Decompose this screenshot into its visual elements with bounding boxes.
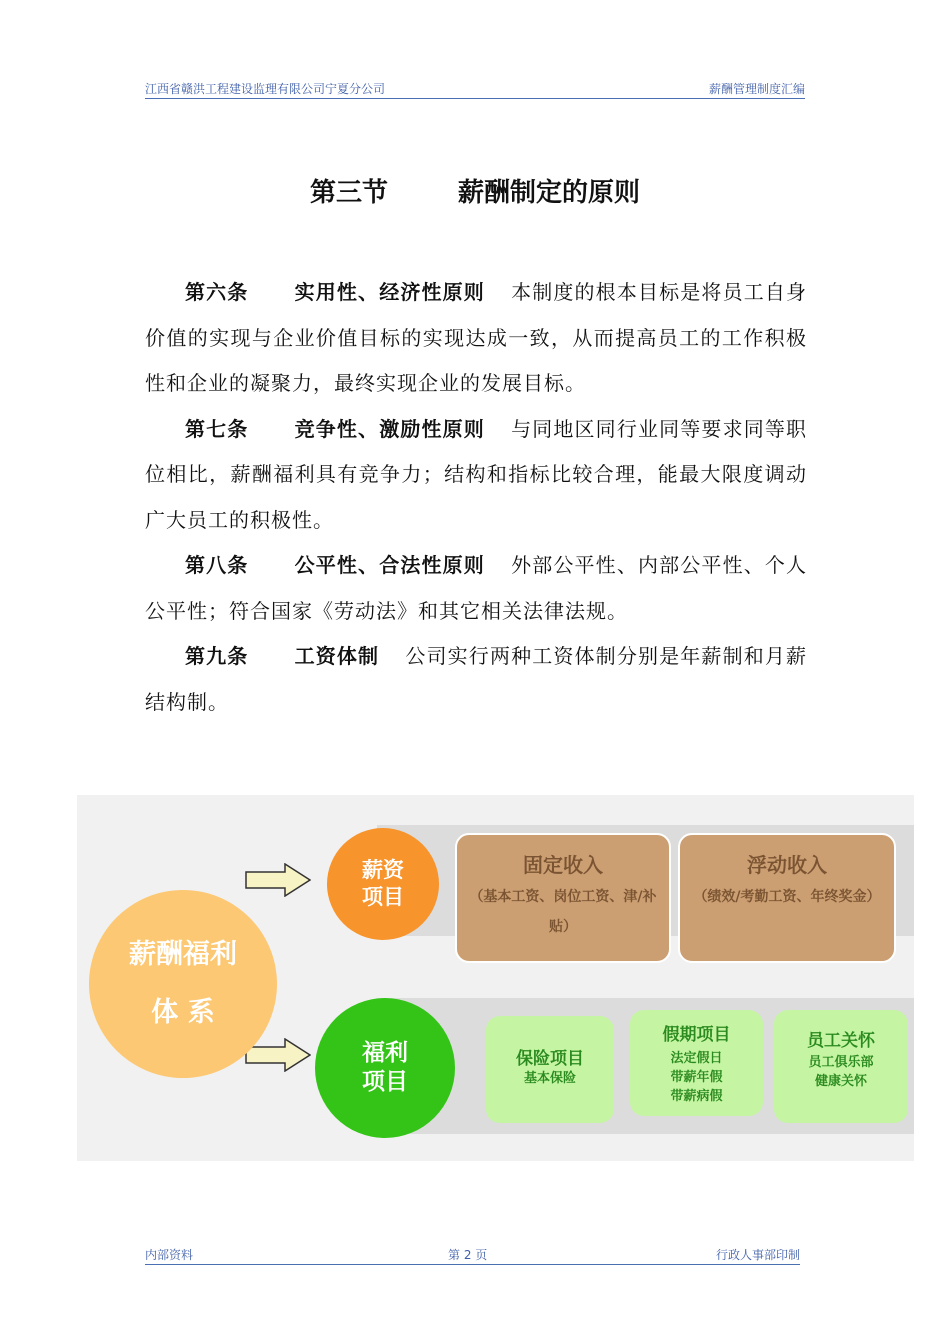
article-9 <box>145 634 807 725</box>
employee-care-item: 员工俱乐部 <box>808 1055 874 1070</box>
article-heading: 竞争性、激励性原则 <box>294 416 485 441</box>
article-7 <box>145 407 807 544</box>
article-text: 与同地区同行业同等要求同等职位相比，薪酬福利具有竞争力；结构和指标比较合理，能最大限度调动广大员工的积极性。 <box>145 416 808 532</box>
footer-printed-by: 行政人事部印制 <box>715 1248 800 1262</box>
center-line-2: 体 系 <box>151 997 215 1028</box>
header-company: 江西省赣洪工程建设监理有限公司宁夏分公司 <box>145 82 386 96</box>
holiday-title: 假期项目 <box>662 1025 731 1045</box>
footer-internal-label: 内部资料 <box>145 1248 194 1262</box>
page-number: 第 2 页 <box>448 1248 488 1262</box>
section-number: 第三节 <box>309 178 388 208</box>
article-heading: 公平性、合法性原则 <box>294 553 485 577</box>
article-text: 外部公平性、内部公平性、个人公平性；符合国家《劳动法》和其它相关法律法规。 <box>145 553 808 623</box>
welfare-label-1: 福利 <box>362 1040 408 1066</box>
holiday-item: 带薪病假 <box>670 1089 723 1104</box>
fixed-income-title: 固定收入 <box>523 853 603 877</box>
article-heading: 工资体制 <box>294 644 380 668</box>
article-8 <box>145 543 807 634</box>
article-heading: 实用性、经济性原则 <box>294 280 485 304</box>
article-number: 第九条 <box>185 644 249 668</box>
employee-care-box <box>774 1010 908 1123</box>
compensation-diagram <box>77 795 914 1161</box>
insurance-title: 保险项目 <box>516 1049 584 1069</box>
salary-items-circle <box>327 828 439 940</box>
arrow-right-icon <box>245 863 311 897</box>
welfare-label-2: 项目 <box>362 1069 408 1095</box>
insurance-box <box>486 1016 614 1123</box>
page-header <box>145 80 805 99</box>
holiday-box <box>630 1010 763 1116</box>
salary-label-1: 薪资 <box>362 858 404 882</box>
header-doc-title: 薪酬管理制度汇编 <box>708 82 805 96</box>
floating-income-box <box>678 833 896 963</box>
fixed-income-box <box>455 833 671 963</box>
salary-label-2: 项目 <box>362 885 404 909</box>
center-line-1: 薪酬福利 <box>129 939 237 970</box>
welfare-items-circle <box>315 998 455 1138</box>
employee-care-item: 健康关怀 <box>814 1074 867 1089</box>
section-heading: 薪酬制定的原则 <box>458 178 641 208</box>
fixed-income-desc: （基本工资、岗位工资、津/补贴） <box>469 889 657 935</box>
page-footer <box>145 1246 800 1265</box>
article-list <box>145 270 807 725</box>
article-number: 第八条 <box>185 553 249 577</box>
article-text: 本制度的根本目标是将员工自身价值的实现与企业价值目标的实现达成一致，从而提高员工的工作积极性和企业的凝聚力，最终实现企业的发展目标。 <box>145 280 808 395</box>
article-6 <box>145 270 807 407</box>
article-number: 第七条 <box>185 416 249 441</box>
holiday-item: 带薪年假 <box>670 1070 723 1085</box>
section-title <box>0 172 950 209</box>
article-text: 公司实行两种工资体制分别是年薪制和月薪结构制。 <box>145 644 808 714</box>
insurance-item: 基本保险 <box>523 1071 576 1086</box>
article-number: 第六条 <box>185 280 249 304</box>
holiday-item: 法定假日 <box>670 1051 723 1066</box>
compensation-system-circle <box>89 890 277 1078</box>
floating-income-desc: （绩效/考勤工资、年终奖金） <box>693 889 881 905</box>
floating-income-title: 浮动收入 <box>747 853 827 877</box>
employee-care-title: 员工关怀 <box>807 1031 875 1051</box>
